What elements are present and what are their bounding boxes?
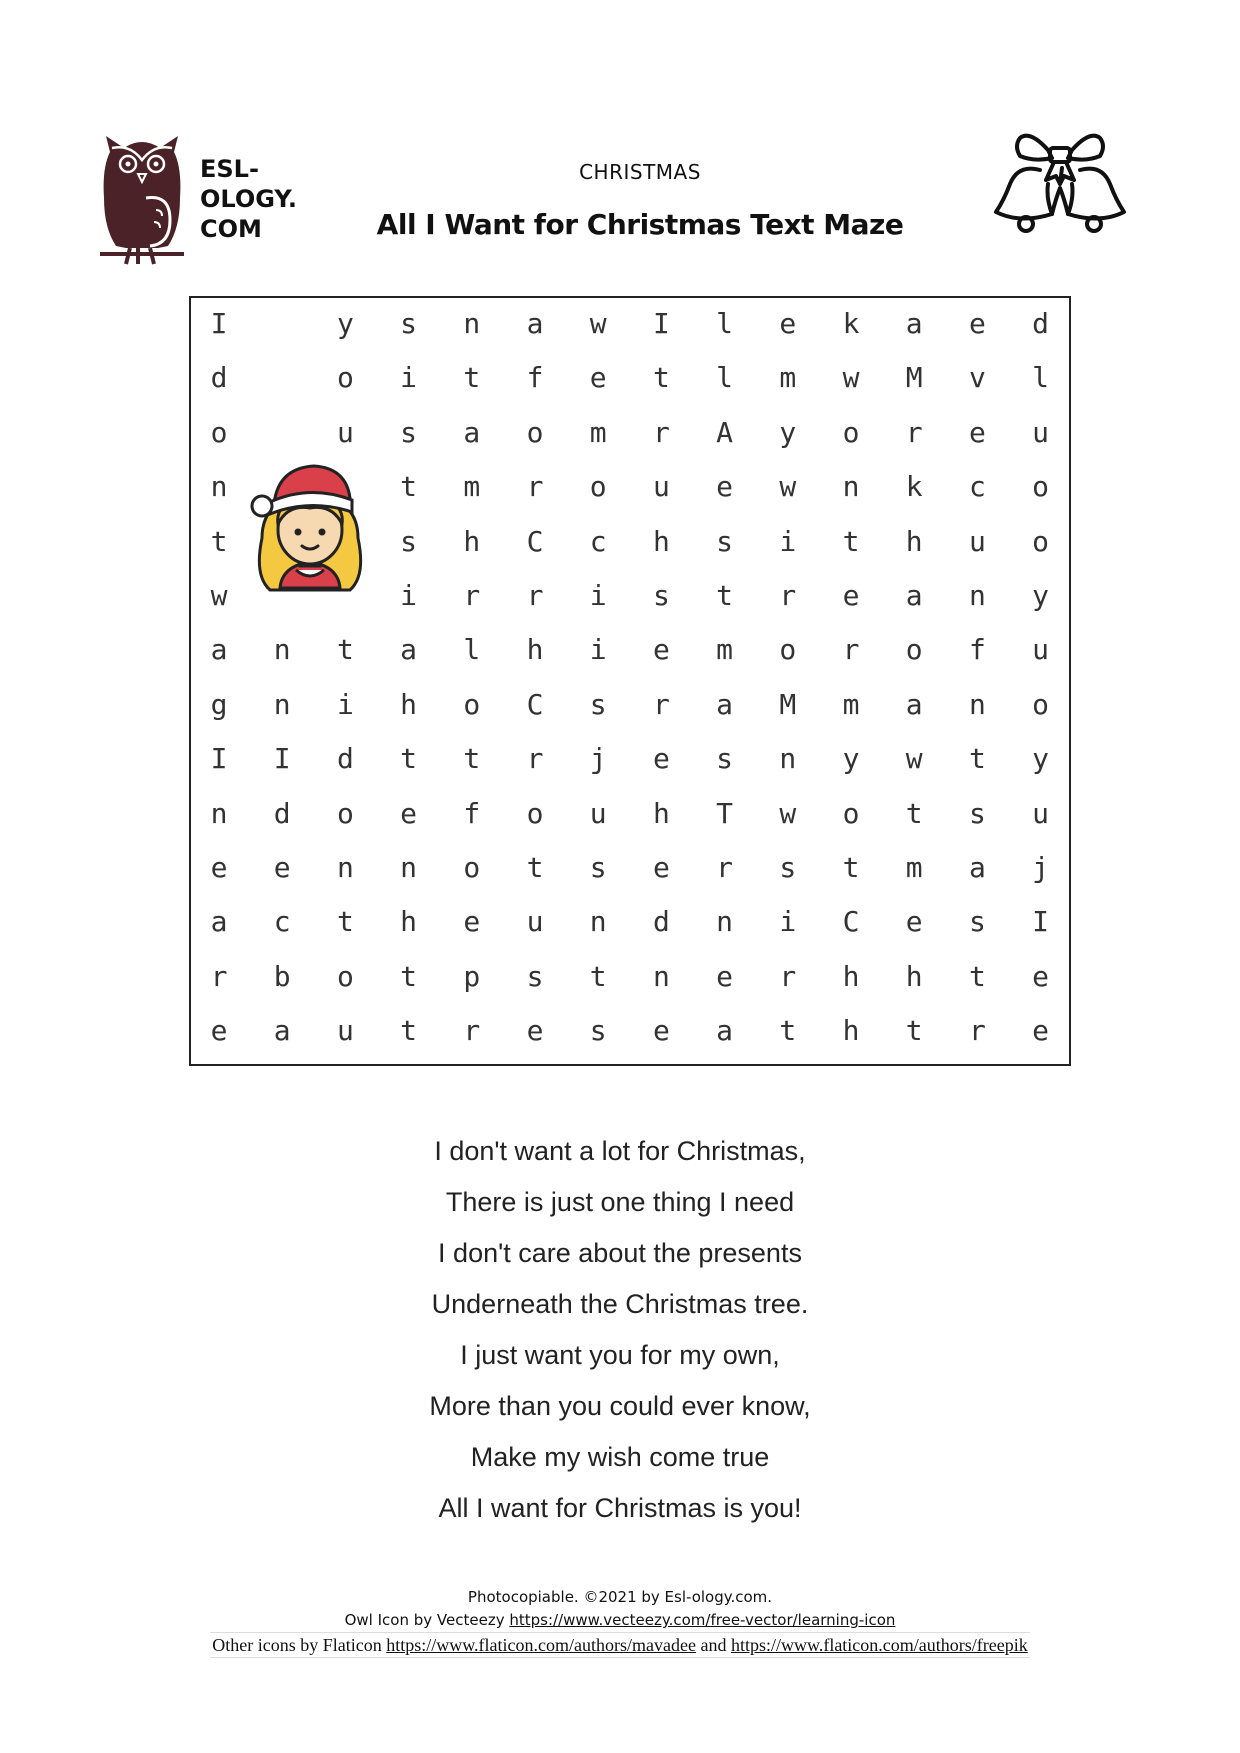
maze-letter: a: [463, 415, 481, 449]
brand-line: OLOGY.: [200, 185, 297, 213]
maze-letter: u: [1032, 796, 1050, 830]
maze-letter: h: [400, 905, 418, 939]
maze-letter: k: [842, 307, 860, 340]
lyric-line: All I want for Christmas is you!: [438, 1493, 802, 1523]
maze-letter: o: [842, 796, 860, 830]
maze-letter: m: [589, 415, 607, 449]
maze-letter: m: [842, 687, 860, 721]
maze-letter: a: [273, 1014, 291, 1048]
maze-letter: e: [589, 361, 607, 395]
maze-letter: i: [400, 361, 418, 395]
maze-letter: M: [905, 361, 923, 395]
maze-letter: l: [716, 307, 734, 340]
maze-letter: n: [652, 959, 670, 993]
maze-letter: j: [1032, 851, 1050, 884]
mavadee-link[interactable]: https://www.flaticon.com/authors/mavadee: [386, 1635, 696, 1655]
maze-letter: e: [652, 851, 670, 884]
maze-letter: t: [463, 742, 481, 776]
freepik-link[interactable]: https://www.flaticon.com/authors/freepik: [730, 1635, 1028, 1655]
maze-letter: c: [273, 905, 291, 939]
maze-letter: p: [463, 959, 481, 993]
maze-letter: t: [400, 742, 418, 776]
maze-letter: s: [968, 796, 986, 830]
maze-letter: e: [968, 307, 986, 340]
maze-letter: r: [652, 415, 670, 449]
maze-letter: s: [400, 524, 418, 558]
maze-letter: g: [210, 687, 228, 721]
lyric-line: Make my wish come true: [470, 1442, 770, 1472]
maze-letter: e: [210, 851, 228, 884]
maze-letter: w: [589, 307, 607, 340]
maze-letter: i: [589, 579, 607, 612]
maze-letter: e: [779, 307, 797, 340]
maze-letter: k: [905, 470, 923, 504]
maze-letter: l: [1032, 361, 1050, 395]
maze-letter: e: [652, 742, 670, 776]
maze-letter: w: [210, 579, 228, 612]
maze-letter: r: [463, 579, 481, 612]
maze-letter: a: [905, 687, 923, 721]
maze-letter: l: [463, 633, 481, 667]
maze-letter: i: [589, 633, 607, 667]
maze-letter: r: [210, 959, 228, 993]
maze-letter: t: [905, 796, 923, 830]
vecteezy-link[interactable]: https://www.vecteezy.com/free-vector/learning-icon: [509, 1611, 896, 1629]
maze-letter: C: [842, 905, 860, 939]
girl-santa-hat-icon: [248, 458, 372, 606]
maze-letter: n: [400, 851, 418, 884]
maze-letter: o: [210, 415, 228, 449]
maze-letter: C: [526, 687, 544, 721]
maze-letter: m: [463, 470, 481, 504]
maze-letter: n: [779, 742, 797, 776]
maze-letter: n: [273, 633, 291, 667]
maze-letter: o: [779, 633, 797, 667]
maze-letter: n: [968, 579, 986, 612]
maze-letter: s: [652, 579, 670, 612]
maze-letter: o: [463, 687, 481, 721]
text-maze-grid: [189, 296, 1071, 1066]
maze-letter: e: [905, 905, 923, 939]
maze-letter: w: [905, 742, 923, 776]
maze-letter: a: [526, 307, 544, 340]
maze-letter: s: [589, 687, 607, 721]
maze-letter: i: [779, 524, 797, 558]
maze-letter: t: [968, 742, 986, 776]
maze-letter: r: [463, 1014, 481, 1048]
maze-letter: a: [210, 905, 228, 939]
maze-letter: e: [968, 415, 986, 449]
maze-letter: s: [716, 524, 734, 558]
maze-letter: y: [842, 742, 860, 776]
lyric-line: Underneath the Christmas tree.: [431, 1289, 809, 1319]
maze-letter: d: [336, 742, 354, 776]
maze-letter: e: [652, 633, 670, 667]
maze-letter: i: [779, 905, 797, 939]
maze-letter: o: [1032, 524, 1050, 558]
maze-letter: e: [210, 1014, 228, 1048]
maze-letter: T: [716, 796, 734, 830]
flaticon-credit-prefix: Other icons by Flaticon: [212, 1635, 387, 1655]
maze-letter: b: [273, 959, 291, 993]
lyric-line: I just want you for my own,: [460, 1340, 780, 1370]
maze-letter: h: [842, 959, 860, 993]
maze-letter: e: [716, 959, 734, 993]
song-lyrics: [320, 1126, 920, 1534]
maze-letter: s: [968, 905, 986, 939]
page-title: All I Want for Christmas Text Maze: [376, 208, 904, 241]
owl-credit-prefix: Owl Icon by Vecteezy: [344, 1611, 510, 1629]
maze-letter: t: [652, 361, 670, 395]
copyright-text: Photocopiable. ©2021 by Esl-ology.com.: [467, 1588, 773, 1606]
maze-letter: t: [968, 959, 986, 993]
maze-letter: y: [336, 307, 354, 340]
owl-credit: [120, 1609, 1120, 1632]
maze-letter: r: [526, 470, 544, 504]
maze-letter: h: [905, 524, 923, 558]
brand-line: ESL-: [200, 155, 259, 183]
maze-letter: t: [400, 959, 418, 993]
maze-letter: n: [210, 470, 228, 504]
credit-and: and: [695, 1635, 731, 1655]
maze-letter: h: [400, 687, 418, 721]
maze-letter: s: [400, 415, 418, 449]
maze-letter: e: [652, 1014, 670, 1048]
lyric-line: There is just one thing I need: [445, 1187, 795, 1217]
maze-letter: r: [716, 851, 734, 884]
footer: [120, 1586, 1120, 1658]
maze-letter: t: [210, 524, 228, 558]
maze-letter: o: [842, 415, 860, 449]
maze-letter: t: [905, 1014, 923, 1048]
maze-letter: I: [210, 742, 228, 776]
lyric-line: I don't want a lot for Christmas,: [434, 1136, 806, 1166]
maze-letter: h: [905, 959, 923, 993]
owl-logo-icon: [100, 128, 184, 266]
lyric-line: More than you could ever know,: [429, 1391, 811, 1421]
maze-letter: c: [968, 470, 986, 504]
maze-letter: f: [463, 796, 481, 830]
maze-letter: a: [400, 633, 418, 667]
maze-letter: e: [400, 796, 418, 830]
maze-letter: t: [779, 1014, 797, 1048]
maze-letter: d: [210, 361, 228, 395]
maze-letter: w: [779, 470, 797, 504]
maze-letter: t: [842, 851, 860, 884]
maze-letter: y: [1032, 579, 1050, 612]
maze-letter: u: [336, 1014, 354, 1048]
flaticon-credit: [210, 1632, 1030, 1658]
maze-letter: e: [1032, 1014, 1050, 1048]
maze-letter: t: [589, 959, 607, 993]
maze-letter: o: [463, 851, 481, 884]
maze-letter: u: [526, 905, 544, 939]
maze-letter: e: [1032, 959, 1050, 993]
maze-letter: n: [589, 905, 607, 939]
maze-letter: t: [842, 524, 860, 558]
brand-line: COM: [200, 215, 262, 243]
maze-letter: e: [273, 851, 291, 884]
maze-letter: C: [526, 524, 544, 558]
maze-letter: u: [336, 415, 354, 449]
maze-letter: s: [779, 851, 797, 884]
maze-letter: s: [400, 307, 418, 340]
maze-letter: o: [905, 633, 923, 667]
maze-letter: m: [716, 633, 734, 667]
maze-letter: o: [336, 959, 354, 993]
maze-letter: I: [652, 307, 670, 340]
lyric-line: I don't care about the presents: [438, 1238, 802, 1268]
maze-letter: r: [652, 687, 670, 721]
maze-letter: o: [1032, 687, 1050, 721]
maze-letter: h: [463, 524, 481, 558]
maze-letter: s: [526, 959, 544, 993]
maze-letter: r: [968, 1014, 986, 1048]
maze-letter: n: [336, 851, 354, 884]
maze-letter: m: [905, 851, 923, 884]
maze-letter: I: [210, 307, 228, 340]
maze-letter: w: [779, 796, 797, 830]
maze-letter: r: [905, 415, 923, 449]
maze-letter: e: [526, 1014, 544, 1048]
maze-letter: y: [779, 415, 797, 449]
maze-letter: M: [779, 687, 797, 721]
maze-letter: i: [400, 579, 418, 612]
maze-letter: e: [716, 470, 734, 504]
maze-letter: d: [652, 905, 670, 939]
maze-letter: n: [842, 470, 860, 504]
maze-letter: u: [1032, 633, 1050, 667]
maze-letter: n: [210, 796, 228, 830]
maze-letter: n: [716, 905, 734, 939]
maze-letter: f: [526, 361, 544, 395]
maze-letter: u: [652, 470, 670, 504]
maze-letter: a: [905, 307, 923, 340]
maze-letter: s: [589, 1014, 607, 1048]
maze-letter: t: [400, 470, 418, 504]
maze-letter: o: [336, 361, 354, 395]
christmas-bells-icon: [990, 128, 1130, 240]
category-label: CHRISTMAS: [579, 160, 701, 184]
maze-letter: v: [968, 361, 986, 395]
maze-letter: r: [526, 742, 544, 776]
maze-letter: y: [1032, 742, 1050, 776]
maze-letter: t: [336, 633, 354, 667]
maze-letter: t: [336, 905, 354, 939]
maze-letter: j: [589, 742, 607, 776]
maze-letter: s: [716, 742, 734, 776]
maze-letter: l: [716, 361, 734, 395]
maze-letter: A: [716, 415, 734, 449]
maze-letter: r: [526, 579, 544, 612]
brand-name: [200, 154, 297, 244]
maze-letter: o: [589, 470, 607, 504]
maze-letter: m: [779, 361, 797, 395]
maze-letter: s: [589, 851, 607, 884]
maze-letter: o: [526, 796, 544, 830]
maze-letter: r: [842, 633, 860, 667]
maze-letter: h: [526, 633, 544, 667]
maze-letter: d: [273, 796, 291, 830]
maze-letter: h: [652, 796, 670, 830]
maze-letter: r: [779, 579, 797, 612]
maze-letter: t: [526, 851, 544, 884]
maze-letter: c: [589, 524, 607, 558]
maze-letter: o: [1032, 470, 1050, 504]
maze-letter: d: [1032, 307, 1050, 340]
maze-letter: h: [842, 1014, 860, 1048]
maze-letter: o: [336, 796, 354, 830]
maze-letter: I: [1032, 905, 1050, 939]
maze-letter: a: [716, 1014, 734, 1048]
maze-letter: I: [273, 742, 291, 776]
maze-letter: e: [463, 905, 481, 939]
maze-letter: u: [1032, 415, 1050, 449]
maze-letter: t: [400, 1014, 418, 1048]
maze-letter: i: [336, 687, 354, 721]
maze-letter: a: [905, 579, 923, 612]
maze-letter: n: [273, 687, 291, 721]
maze-letter: w: [842, 361, 860, 395]
maze-letter: t: [716, 579, 734, 612]
maze-letter: n: [463, 307, 481, 340]
maze-letter: f: [968, 633, 986, 667]
maze-letter: u: [589, 796, 607, 830]
maze-letter: o: [526, 415, 544, 449]
maze-letter: a: [968, 851, 986, 884]
maze-letter: n: [968, 687, 986, 721]
maze-letter: t: [463, 361, 481, 395]
maze-letter: h: [652, 524, 670, 558]
maze-letter: r: [779, 959, 797, 993]
maze-letter: a: [716, 687, 734, 721]
maze-letter: e: [842, 579, 860, 612]
maze-letter: u: [968, 524, 986, 558]
maze-letter: a: [210, 633, 228, 667]
